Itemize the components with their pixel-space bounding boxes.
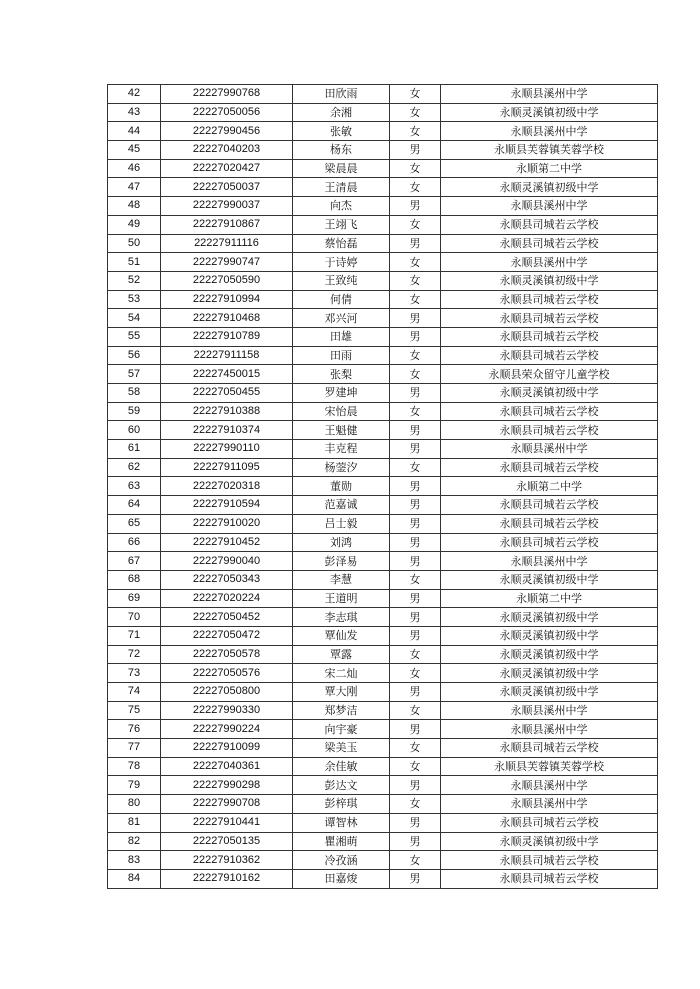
exam-id-cell: 22227990330	[161, 701, 293, 720]
exam-id-cell: 22227910867	[161, 215, 293, 234]
table-row	[108, 103, 658, 122]
exam-id-cell: 22227990708	[161, 795, 293, 814]
row-number-cell: 83	[108, 851, 161, 870]
table-row	[108, 533, 658, 552]
table-row	[108, 739, 658, 758]
name-cell: 谭智林	[293, 813, 390, 832]
exam-id-cell: 22227911158	[161, 346, 293, 365]
name-cell: 田嘉焌	[293, 869, 390, 888]
table-row	[108, 664, 658, 683]
name-cell: 余湘	[293, 103, 390, 122]
name-cell: 吕士毅	[293, 514, 390, 533]
school-cell: 永顺第二中学	[441, 477, 658, 496]
exam-id-cell: 22227910388	[161, 402, 293, 421]
exam-id-cell: 22227050576	[161, 664, 293, 683]
school-cell: 永顺县司城若云学校	[441, 234, 658, 253]
exam-id-cell: 22227910374	[161, 421, 293, 440]
row-number-cell: 42	[108, 85, 161, 104]
name-cell: 杨东	[293, 141, 390, 160]
exam-id-cell: 22227990298	[161, 776, 293, 795]
table-row	[108, 683, 658, 702]
row-number-cell: 72	[108, 645, 161, 664]
row-number-cell: 80	[108, 795, 161, 814]
row-number-cell: 51	[108, 253, 161, 272]
school-cell: 永顺灵溪镇初级中学	[441, 683, 658, 702]
gender-cell: 女	[390, 570, 441, 589]
gender-cell: 女	[390, 159, 441, 178]
school-cell: 永顺县司城若云学校	[441, 215, 658, 234]
table-row	[108, 234, 658, 253]
row-number-cell: 74	[108, 683, 161, 702]
gender-cell: 男	[390, 141, 441, 160]
row-number-cell: 79	[108, 776, 161, 795]
name-cell: 张梨	[293, 365, 390, 384]
gender-cell: 男	[390, 608, 441, 627]
table-row	[108, 757, 658, 776]
school-cell: 永顺县溪州中学	[441, 720, 658, 739]
school-cell: 永顺灵溪镇初级中学	[441, 626, 658, 645]
table-row	[108, 795, 658, 814]
exam-id-cell: 22227910468	[161, 309, 293, 328]
school-cell: 永顺灵溪镇初级中学	[441, 664, 658, 683]
exam-id-cell: 22227050455	[161, 384, 293, 403]
name-cell: 何倩	[293, 290, 390, 309]
name-cell: 向宇豪	[293, 720, 390, 739]
name-cell: 王翊飞	[293, 215, 390, 234]
name-cell: 张敏	[293, 122, 390, 141]
exam-id-cell: 22227990040	[161, 552, 293, 571]
exam-id-cell: 22227910020	[161, 514, 293, 533]
exam-id-cell: 22227911095	[161, 458, 293, 477]
exam-id-cell: 22227050578	[161, 645, 293, 664]
gender-cell: 男	[390, 720, 441, 739]
school-cell: 永顺县司城若云学校	[441, 421, 658, 440]
name-cell: 田雨	[293, 346, 390, 365]
table-row	[108, 440, 658, 459]
school-cell: 永顺灵溪镇初级中学	[441, 608, 658, 627]
name-cell: 宋二灿	[293, 664, 390, 683]
school-cell: 永顺县司城若云学校	[441, 869, 658, 888]
gender-cell: 女	[390, 103, 441, 122]
exam-id-cell: 22227020224	[161, 589, 293, 608]
name-cell: 王魁健	[293, 421, 390, 440]
table-row	[108, 346, 658, 365]
table-row	[108, 141, 658, 160]
exam-id-cell: 22227450015	[161, 365, 293, 384]
row-number-cell: 54	[108, 309, 161, 328]
name-cell: 范嘉诚	[293, 496, 390, 515]
school-cell: 永顺灵溪镇初级中学	[441, 645, 658, 664]
exam-id-cell: 22227050590	[161, 271, 293, 290]
school-cell: 永顺县芙蓉镇芙蓉学校	[441, 757, 658, 776]
table-row	[108, 290, 658, 309]
exam-id-cell: 22227911116	[161, 234, 293, 253]
table-row	[108, 215, 658, 234]
row-number-cell: 63	[108, 477, 161, 496]
results-table	[107, 84, 658, 889]
gender-cell: 男	[390, 440, 441, 459]
school-cell: 永顺县司城若云学校	[441, 533, 658, 552]
row-number-cell: 81	[108, 813, 161, 832]
school-cell: 永顺县司城若云学校	[441, 496, 658, 515]
gender-cell: 男	[390, 552, 441, 571]
table-row	[108, 570, 658, 589]
name-cell: 彭达文	[293, 776, 390, 795]
table-row	[108, 384, 658, 403]
gender-cell: 男	[390, 832, 441, 851]
school-cell: 永顺第二中学	[441, 159, 658, 178]
gender-cell: 女	[390, 122, 441, 141]
name-cell: 冷孜涵	[293, 851, 390, 870]
exam-id-cell: 22227020318	[161, 477, 293, 496]
gender-cell: 女	[390, 739, 441, 758]
school-cell: 永顺县司城若云学校	[441, 402, 658, 421]
name-cell: 王道明	[293, 589, 390, 608]
exam-id-cell: 22227040361	[161, 757, 293, 776]
gender-cell: 男	[390, 533, 441, 552]
name-cell: 梁美玉	[293, 739, 390, 758]
exam-id-cell: 22227910594	[161, 496, 293, 515]
row-number-cell: 75	[108, 701, 161, 720]
gender-cell: 女	[390, 458, 441, 477]
row-number-cell: 68	[108, 570, 161, 589]
table-row	[108, 701, 658, 720]
school-cell: 永顺县司城若云学校	[441, 458, 658, 477]
name-cell: 罗建坤	[293, 384, 390, 403]
gender-cell: 女	[390, 178, 441, 197]
row-number-cell: 73	[108, 664, 161, 683]
row-number-cell: 43	[108, 103, 161, 122]
name-cell: 杨蓥汐	[293, 458, 390, 477]
table-row	[108, 402, 658, 421]
exam-id-cell: 22227050135	[161, 832, 293, 851]
name-cell: 于诗婷	[293, 253, 390, 272]
school-cell: 永顺灵溪镇初级中学	[441, 178, 658, 197]
gender-cell: 男	[390, 327, 441, 346]
name-cell: 李志琪	[293, 608, 390, 627]
gender-cell: 男	[390, 234, 441, 253]
gender-cell: 男	[390, 776, 441, 795]
table-row	[108, 720, 658, 739]
exam-id-cell: 22227990456	[161, 122, 293, 141]
gender-cell: 女	[390, 795, 441, 814]
row-number-cell: 57	[108, 365, 161, 384]
name-cell: 田雄	[293, 327, 390, 346]
gender-cell: 女	[390, 701, 441, 720]
school-cell: 永顺县司城若云学校	[441, 739, 658, 758]
row-number-cell: 61	[108, 440, 161, 459]
gender-cell: 女	[390, 271, 441, 290]
exam-id-cell: 22227910994	[161, 290, 293, 309]
row-number-cell: 65	[108, 514, 161, 533]
gender-cell: 男	[390, 309, 441, 328]
exam-id-cell: 22227020427	[161, 159, 293, 178]
gender-cell: 女	[390, 645, 441, 664]
table-row	[108, 122, 658, 141]
row-number-cell: 71	[108, 626, 161, 645]
school-cell: 永顺灵溪镇初级中学	[441, 570, 658, 589]
exam-id-cell: 22227990224	[161, 720, 293, 739]
name-cell: 彭泽易	[293, 552, 390, 571]
exam-id-cell: 22227050056	[161, 103, 293, 122]
gender-cell: 男	[390, 626, 441, 645]
name-cell: 丰克程	[293, 440, 390, 459]
row-number-cell: 69	[108, 589, 161, 608]
table-row	[108, 271, 658, 290]
school-cell: 永顺灵溪镇初级中学	[441, 271, 658, 290]
name-cell: 覃露	[293, 645, 390, 664]
gender-cell: 女	[390, 664, 441, 683]
school-cell: 永顺县芙蓉镇芙蓉学校	[441, 141, 658, 160]
table-row	[108, 365, 658, 384]
school-cell: 永顺县司城若云学校	[441, 813, 658, 832]
table-row	[108, 421, 658, 440]
row-number-cell: 67	[108, 552, 161, 571]
school-cell: 永顺县溪州中学	[441, 552, 658, 571]
row-number-cell: 84	[108, 869, 161, 888]
school-cell: 永顺县溪州中学	[441, 253, 658, 272]
name-cell: 宋怡晨	[293, 402, 390, 421]
row-number-cell: 56	[108, 346, 161, 365]
name-cell: 刘鸿	[293, 533, 390, 552]
row-number-cell: 82	[108, 832, 161, 851]
exam-id-cell: 22227050343	[161, 570, 293, 589]
exam-id-cell: 22227990768	[161, 85, 293, 104]
school-cell: 永顺县溪州中学	[441, 701, 658, 720]
table-row	[108, 851, 658, 870]
gender-cell: 女	[390, 346, 441, 365]
gender-cell: 女	[390, 402, 441, 421]
school-cell: 永顺县溪州中学	[441, 795, 658, 814]
table-body	[108, 85, 658, 889]
name-cell: 覃仙发	[293, 626, 390, 645]
gender-cell: 男	[390, 384, 441, 403]
row-number-cell: 77	[108, 739, 161, 758]
school-cell: 永顺县司城若云学校	[441, 327, 658, 346]
exam-id-cell: 22227990037	[161, 197, 293, 216]
school-cell: 永顺县溪州中学	[441, 197, 658, 216]
school-cell: 永顺县司城若云学校	[441, 346, 658, 365]
gender-cell: 男	[390, 589, 441, 608]
gender-cell: 男	[390, 683, 441, 702]
name-cell: 瞿湘萌	[293, 832, 390, 851]
gender-cell: 女	[390, 85, 441, 104]
exam-id-cell: 22227910362	[161, 851, 293, 870]
gender-cell: 男	[390, 197, 441, 216]
table-row	[108, 253, 658, 272]
row-number-cell: 60	[108, 421, 161, 440]
table-row	[108, 178, 658, 197]
school-cell: 永顺第二中学	[441, 589, 658, 608]
exam-id-cell: 22227990747	[161, 253, 293, 272]
gender-cell: 男	[390, 496, 441, 515]
table-row	[108, 552, 658, 571]
name-cell: 覃大刚	[293, 683, 390, 702]
school-cell: 永顺县司城若云学校	[441, 851, 658, 870]
gender-cell: 男	[390, 514, 441, 533]
row-number-cell: 46	[108, 159, 161, 178]
name-cell: 彭梓琪	[293, 795, 390, 814]
gender-cell: 女	[390, 253, 441, 272]
name-cell: 田欣雨	[293, 85, 390, 104]
row-number-cell: 48	[108, 197, 161, 216]
exam-id-cell: 22227910452	[161, 533, 293, 552]
exam-id-cell: 22227050452	[161, 608, 293, 627]
table-row	[108, 813, 658, 832]
table-row	[108, 496, 658, 515]
row-number-cell: 47	[108, 178, 161, 197]
table-row	[108, 832, 658, 851]
gender-cell: 女	[390, 365, 441, 384]
school-cell: 永顺县溪州中学	[441, 776, 658, 795]
name-cell: 王清晨	[293, 178, 390, 197]
row-number-cell: 58	[108, 384, 161, 403]
name-cell: 蔡怡磊	[293, 234, 390, 253]
row-number-cell: 76	[108, 720, 161, 739]
school-cell: 永顺县溪州中学	[441, 122, 658, 141]
school-cell: 永顺灵溪镇初级中学	[441, 832, 658, 851]
table-row	[108, 869, 658, 888]
row-number-cell: 50	[108, 234, 161, 253]
gender-cell: 男	[390, 477, 441, 496]
exam-id-cell: 22227040203	[161, 141, 293, 160]
name-cell: 李慧	[293, 570, 390, 589]
gender-cell: 男	[390, 421, 441, 440]
name-cell: 郑梦洁	[293, 701, 390, 720]
school-cell: 永顺县荣众留守儿童学校	[441, 365, 658, 384]
exam-id-cell: 22227910441	[161, 813, 293, 832]
table-row	[108, 776, 658, 795]
name-cell: 梁晨晨	[293, 159, 390, 178]
gender-cell: 女	[390, 757, 441, 776]
row-number-cell: 45	[108, 141, 161, 160]
school-cell: 永顺灵溪镇初级中学	[441, 103, 658, 122]
exam-id-cell: 22227050037	[161, 178, 293, 197]
row-number-cell: 53	[108, 290, 161, 309]
school-cell: 永顺县司城若云学校	[441, 290, 658, 309]
row-number-cell: 52	[108, 271, 161, 290]
row-number-cell: 49	[108, 215, 161, 234]
school-cell: 永顺灵溪镇初级中学	[441, 384, 658, 403]
gender-cell: 女	[390, 215, 441, 234]
row-number-cell: 62	[108, 458, 161, 477]
row-number-cell: 78	[108, 757, 161, 776]
table-row	[108, 327, 658, 346]
table-row	[108, 197, 658, 216]
gender-cell: 男	[390, 869, 441, 888]
table-row	[108, 477, 658, 496]
exam-id-cell: 22227910162	[161, 869, 293, 888]
gender-cell: 男	[390, 813, 441, 832]
school-cell: 永顺县司城若云学校	[441, 309, 658, 328]
exam-id-cell: 22227050800	[161, 683, 293, 702]
table-row	[108, 589, 658, 608]
exam-id-cell: 22227990110	[161, 440, 293, 459]
row-number-cell: 70	[108, 608, 161, 627]
name-cell: 余佳敏	[293, 757, 390, 776]
table-row	[108, 626, 658, 645]
row-number-cell: 66	[108, 533, 161, 552]
school-cell: 永顺县溪州中学	[441, 440, 658, 459]
exam-id-cell: 22227910789	[161, 327, 293, 346]
school-cell: 永顺县溪州中学	[441, 85, 658, 104]
table-row	[108, 458, 658, 477]
row-number-cell: 64	[108, 496, 161, 515]
gender-cell: 女	[390, 290, 441, 309]
table-row	[108, 85, 658, 104]
exam-id-cell: 22227050472	[161, 626, 293, 645]
exam-id-cell: 22227910099	[161, 739, 293, 758]
row-number-cell: 59	[108, 402, 161, 421]
table-row	[108, 608, 658, 627]
school-cell: 永顺县司城若云学校	[441, 514, 658, 533]
row-number-cell: 44	[108, 122, 161, 141]
name-cell: 董勋	[293, 477, 390, 496]
table-row	[108, 159, 658, 178]
name-cell: 向杰	[293, 197, 390, 216]
row-number-cell: 55	[108, 327, 161, 346]
name-cell: 王致纯	[293, 271, 390, 290]
name-cell: 邓兴河	[293, 309, 390, 328]
table-row	[108, 309, 658, 328]
gender-cell: 女	[390, 851, 441, 870]
table-row	[108, 645, 658, 664]
table-row	[108, 514, 658, 533]
